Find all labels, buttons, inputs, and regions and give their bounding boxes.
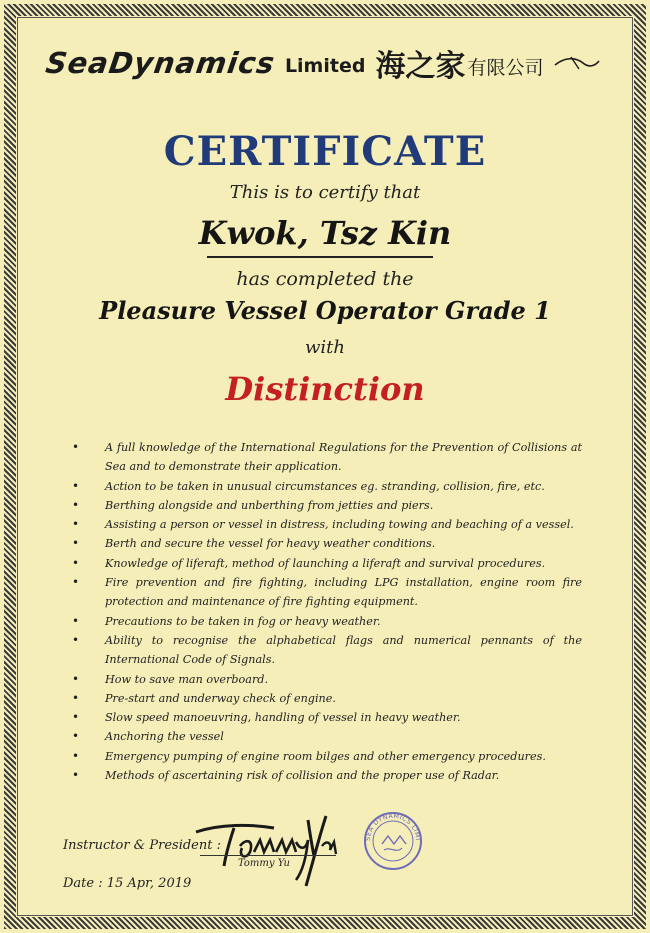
competency-item: • Berthing alongside and unberthing from jetties and piers. bbox=[72, 496, 582, 515]
competency-item: • Berth and secure the vessel for heavy weather conditions. bbox=[72, 534, 582, 553]
brand-limited: Limited bbox=[284, 55, 366, 77]
competency-item: • Action to be taken in unusual circumstances eg. stranding, collision, fire, etc. bbox=[72, 477, 582, 496]
competency-item: • Ability to recognise the alphabetical flags and numerical pennants of the International Code of Signals. bbox=[72, 631, 582, 670]
competency-list bbox=[72, 438, 582, 785]
competency-item: • Precautions to be taken in fog or heavy weather. bbox=[72, 612, 582, 631]
company-header bbox=[43, 38, 610, 88]
brand-name-en: SeaDynamics bbox=[43, 46, 278, 80]
competency-item: • Slow speed manoeuvring, handling of vessel in heavy weather. bbox=[72, 708, 582, 727]
instructor-label: Instructor & President : bbox=[63, 838, 221, 853]
competency-item: • A full knowledge of the International Regulations for the Prevention of Collisions at Sea and to demonstrate their application. bbox=[72, 438, 582, 477]
competency-item: • Anchoring the vessel bbox=[72, 727, 582, 746]
svg-text:SEA DYNAMICS LIMITED: SEA DYNAMICS LIMI bbox=[363, 811, 423, 842]
competency-item: • Methods of ascertaining risk of collision and the proper use of Radar. bbox=[72, 766, 582, 785]
grade-distinction: Distinction bbox=[225, 370, 425, 408]
competency-item: • Emergency pumping of engine room bilges and other emergency procedures. bbox=[72, 747, 582, 766]
certify-line: This is to certify that bbox=[229, 182, 421, 203]
signature-line bbox=[200, 855, 336, 856]
company-seal-stamp bbox=[362, 810, 424, 876]
certificate-title: CERTIFICATE bbox=[163, 128, 487, 175]
handwritten-signature bbox=[190, 810, 350, 894]
signatory-name: Tommy Yu bbox=[238, 858, 290, 869]
competency-item: • Fire prevention and fire fighting, including LPG installation, engine room fire protection and maintenance of fire fighting equipment. bbox=[72, 573, 582, 612]
course-name: Pleasure Vessel Operator Grade 1 bbox=[99, 296, 551, 325]
name-underline bbox=[207, 256, 433, 258]
competency-item: • Assisting a person or vessel in distress, including towing and beaching of a vessel. bbox=[72, 515, 582, 534]
recipient-name: Kwok, Tsz Kin bbox=[198, 214, 452, 252]
issue-date: Date : 15 Apr, 2019 bbox=[63, 876, 192, 891]
competency-item: • Knowledge of liferaft, method of launching a liferaft and survival procedures. bbox=[72, 554, 582, 573]
brand-name-cn-sub: 有限公司 bbox=[467, 56, 544, 79]
with-line: with bbox=[305, 337, 345, 358]
competency-item: • How to save man overboard. bbox=[72, 670, 582, 689]
wave-logo-icon bbox=[553, 53, 601, 77]
brand-name-cn: 海之家 bbox=[375, 49, 466, 84]
competency-item: • Pre-start and underway check of engine. bbox=[72, 689, 582, 708]
completed-line: has completed the bbox=[236, 268, 414, 290]
